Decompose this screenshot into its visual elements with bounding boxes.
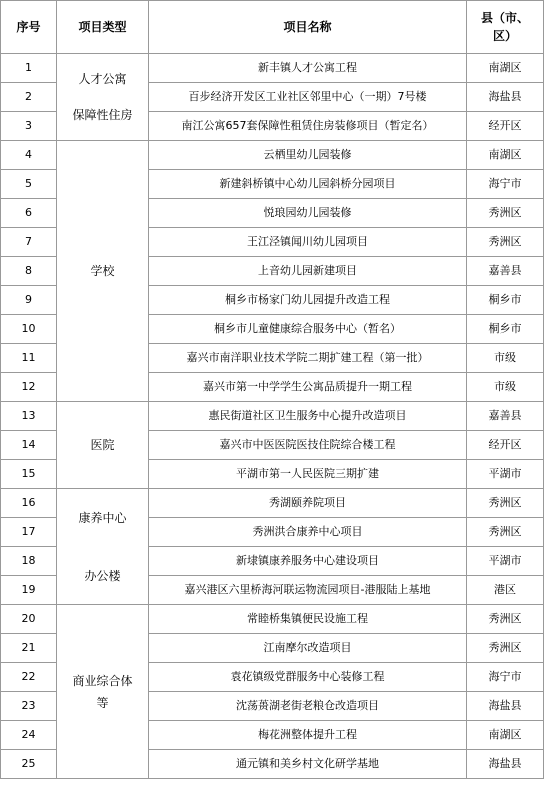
- type-label: 人才公寓: [78, 72, 127, 86]
- header-county: 县（市、区）: [467, 1, 544, 54]
- table-row: [1, 54, 544, 83]
- cell-county: 秀洲区: [467, 605, 544, 634]
- cell-name: 悦琅园幼儿园装修: [149, 199, 467, 228]
- type-label: 办公楼: [84, 568, 121, 583]
- cell-type-group: [57, 141, 149, 402]
- cell-name: 新丰镇人才公寓工程: [149, 54, 467, 83]
- cell-name: 嘉兴市南洋职业技术学院二期扩建工程（第一批）: [149, 344, 467, 373]
- cell-county: 海盐县: [467, 692, 544, 721]
- cell-county: 平湖市: [467, 460, 544, 489]
- cell-county: 平湖市: [467, 547, 544, 576]
- cell-name: 通元镇和美乡村文化研学基地: [149, 750, 467, 779]
- cell-seq: 18: [1, 547, 57, 576]
- type-label: 康养中心: [78, 510, 127, 525]
- type-label: 等: [96, 695, 109, 710]
- cell-county: 南湖区: [467, 721, 544, 750]
- cell-type-group: [57, 402, 149, 489]
- cell-name: 百步经济开发区工业社区邻里中心（一期）7号楼: [149, 83, 467, 112]
- cell-seq: 11: [1, 344, 57, 373]
- cell-name: 桐乡市杨家门幼儿园提升改造工程: [149, 286, 467, 315]
- cell-seq: 22: [1, 663, 57, 692]
- table-row: [1, 605, 544, 634]
- cell-county: 秀洲区: [467, 634, 544, 663]
- type-label: 医院: [90, 438, 115, 452]
- type-label: 学校: [90, 264, 115, 278]
- cell-seq: 12: [1, 373, 57, 402]
- cell-name: 南江公寓657套保障性租赁住房装修项目（暂定名）: [149, 112, 467, 141]
- cell-name: 嘉兴港区六里桥海河联运物流园项目-港服陆上基地: [149, 576, 467, 605]
- cell-county: 嘉善县: [467, 257, 544, 286]
- cell-type-group: [57, 54, 149, 141]
- cell-county: 海宁市: [467, 663, 544, 692]
- cell-county: 秀洲区: [467, 228, 544, 257]
- cell-county: 秀洲区: [467, 199, 544, 228]
- cell-name: 嘉兴市中医医院医技住院综合楼工程: [149, 431, 467, 460]
- cell-seq: 17: [1, 518, 57, 547]
- cell-county: 经开区: [467, 112, 544, 141]
- type-label: 商业综合体: [72, 673, 133, 688]
- cell-name: 秀洲洪合康养中心项目: [149, 518, 467, 547]
- cell-seq: 20: [1, 605, 57, 634]
- cell-county: 市级: [467, 373, 544, 402]
- cell-county: 海盐县: [467, 83, 544, 112]
- header-seq: 序号: [1, 1, 57, 54]
- cell-seq: 7: [1, 228, 57, 257]
- cell-name: 惠民街道社区卫生服务中心提升改造项目: [149, 402, 467, 431]
- cell-county: 市级: [467, 344, 544, 373]
- cell-county: 嘉善县: [467, 402, 544, 431]
- cell-name: 上音幼儿园新建项目: [149, 257, 467, 286]
- cell-county: 秀洲区: [467, 518, 544, 547]
- cell-county: 秀洲区: [467, 489, 544, 518]
- cell-county: 海盐县: [467, 750, 544, 779]
- header-name: 项目名称: [149, 1, 467, 54]
- cell-seq: 10: [1, 315, 57, 344]
- cell-seq: 21: [1, 634, 57, 663]
- cell-type-group: [57, 489, 149, 605]
- cell-seq: 24: [1, 721, 57, 750]
- header-type: 项目类型: [57, 1, 149, 54]
- cell-type-group: [57, 605, 149, 779]
- cell-name: 王江泾镇闻川幼儿园项目: [149, 228, 467, 257]
- cell-seq: 14: [1, 431, 57, 460]
- table-header-row: [1, 1, 544, 54]
- cell-county: 海宁市: [467, 170, 544, 199]
- cell-county: 南湖区: [467, 141, 544, 170]
- cell-seq: 25: [1, 750, 57, 779]
- cell-seq: 3: [1, 112, 57, 141]
- cell-seq: 6: [1, 199, 57, 228]
- cell-county: 港区: [467, 576, 544, 605]
- cell-name: 沈荡蒉湖老街老粮仓改造项目: [149, 692, 467, 721]
- cell-name: 新埭镇康养服务中心建设项目: [149, 547, 467, 576]
- cell-county: 桐乡市: [467, 286, 544, 315]
- cell-name: 梅花洲整体提升工程: [149, 721, 467, 750]
- cell-seq: 16: [1, 489, 57, 518]
- cell-seq: 13: [1, 402, 57, 431]
- cell-seq: 15: [1, 460, 57, 489]
- cell-name: 新建斜桥镇中心幼儿园斜桥分园项目: [149, 170, 467, 199]
- table-row: [1, 141, 544, 170]
- type-label: 保障性住房: [72, 108, 133, 122]
- cell-seq: 1: [1, 54, 57, 83]
- cell-seq: 23: [1, 692, 57, 721]
- cell-county: 南湖区: [467, 54, 544, 83]
- cell-name: 云栖里幼儿园装修: [149, 141, 467, 170]
- table-row: [1, 489, 544, 518]
- cell-seq: 5: [1, 170, 57, 199]
- cell-name: 桐乡市儿童健康综合服务中心（暂名）: [149, 315, 467, 344]
- cell-county: 经开区: [467, 431, 544, 460]
- cell-name: 江南摩尔改造项目: [149, 634, 467, 663]
- cell-seq: 2: [1, 83, 57, 112]
- cell-name: 常睦桥集镇便民设施工程: [149, 605, 467, 634]
- cell-seq: 19: [1, 576, 57, 605]
- cell-name: 秀湖颐养院项目: [149, 489, 467, 518]
- cell-name: 嘉兴市第一中学学生公寓品质提升一期工程: [149, 373, 467, 402]
- table-row: [1, 402, 544, 431]
- cell-county: 桐乡市: [467, 315, 544, 344]
- cell-seq: 4: [1, 141, 57, 170]
- cell-seq: 9: [1, 286, 57, 315]
- cell-seq: 8: [1, 257, 57, 286]
- cell-name: 袁花镇级党群服务中心装修工程: [149, 663, 467, 692]
- cell-name: 平湖市第一人民医院三期扩建: [149, 460, 467, 489]
